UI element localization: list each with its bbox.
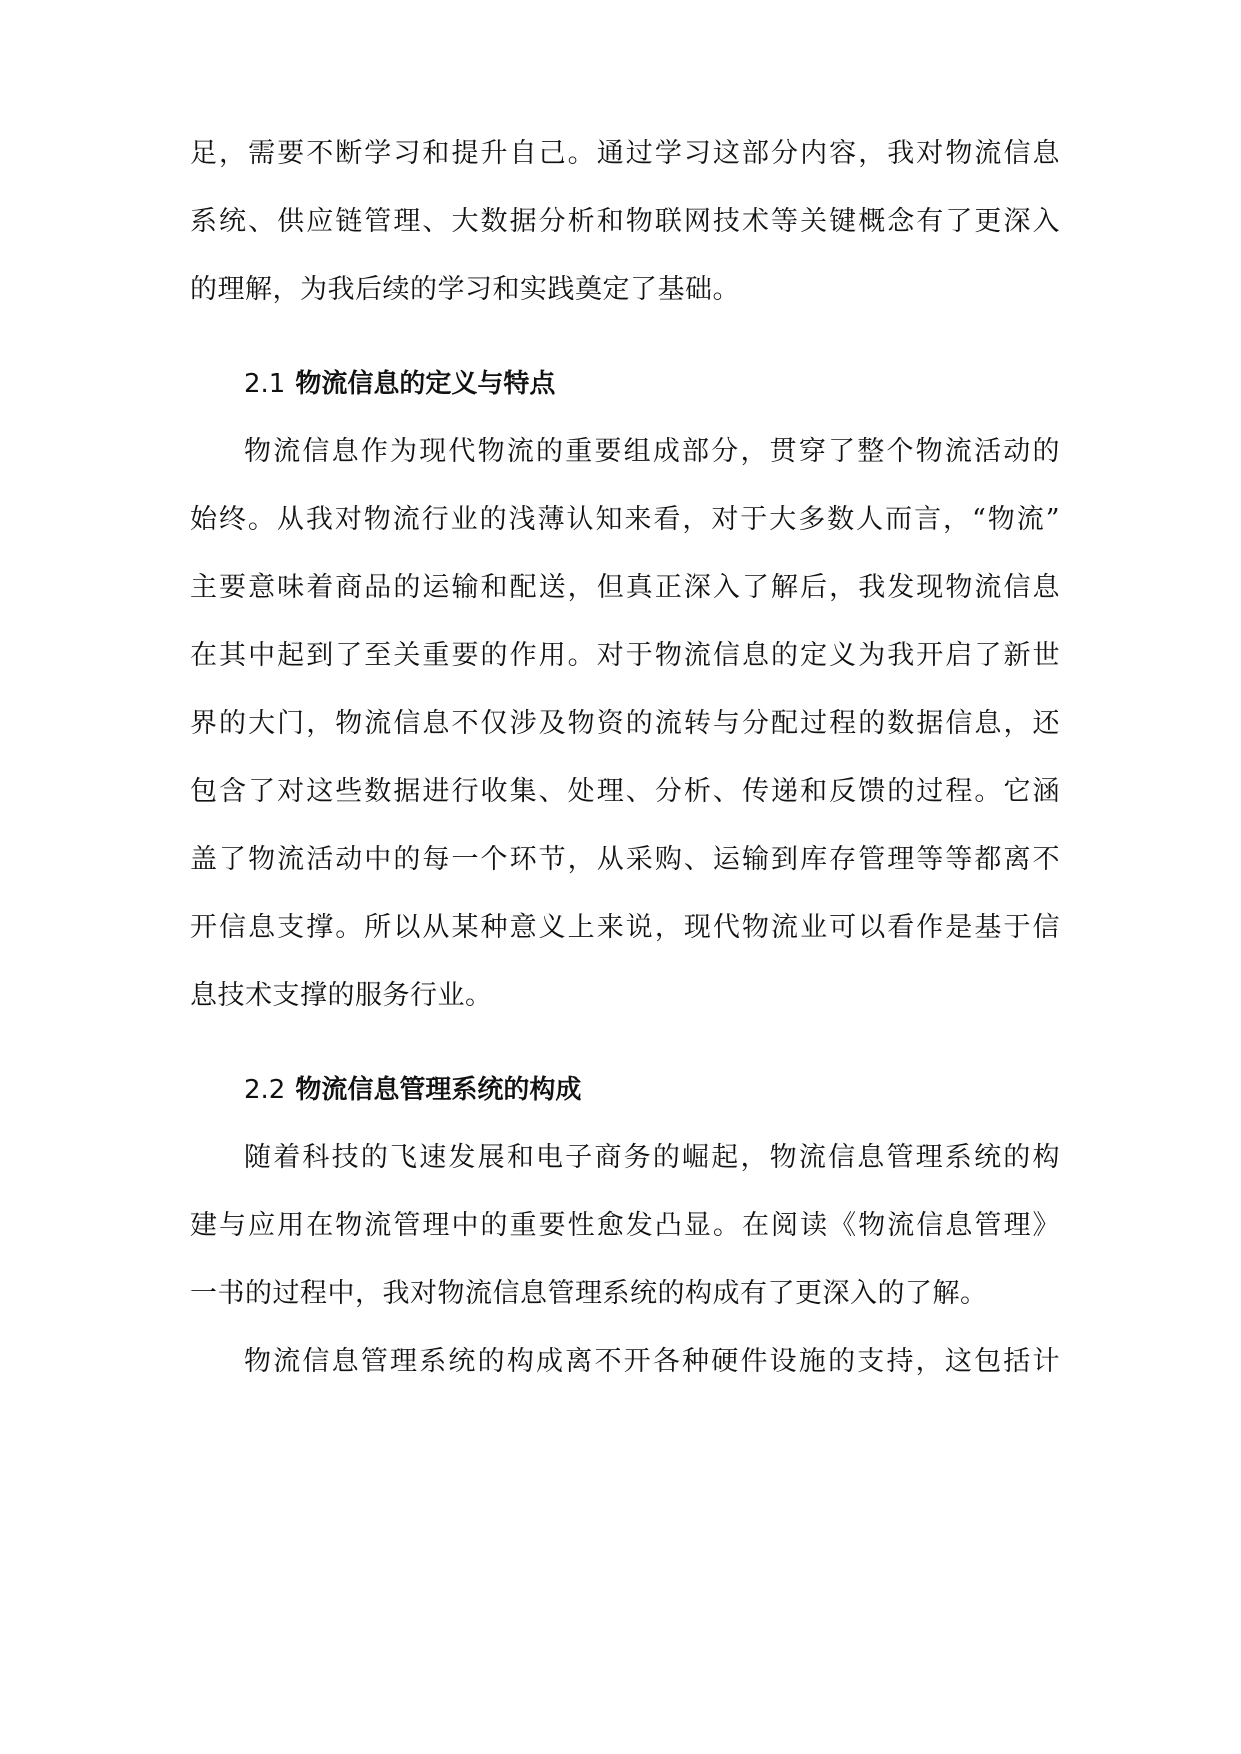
paragraph-line: 始终。从我对物流行业的浅薄认知来看，对于大多数人而言，“物流” [190,504,1060,535]
paragraph-line: 盖了物流活动中的每一个环节，从采购、运输到库存管理等等都离不 [190,844,1060,875]
paragraph-line: 主要意味着商品的运输和配送，但真正深入了解后，我发现物流信息 [190,572,1060,603]
paragraph-line: 随着科技的飞速发展和电子商务的崛起，物流信息管理系统的构 [244,1142,1060,1173]
section-heading-2-1 [244,366,555,402]
section-title: 物流信息的定义与特点 [295,369,556,399]
paragraph-line: 的理解，为我后续的学习和实践奠定了基础。 [190,274,740,305]
paragraph-line: 物流信息作为现代物流的重要组成部分，贯穿了整个物流活动的 [244,436,1060,467]
paragraph-line: 在其中起到了至关重要的作用。对于物流信息的定义为我开启了新世 [190,640,1060,671]
section-heading-2-2 [244,1072,581,1108]
paragraph-line: 建与应用在物流管理中的重要性愈发凸显。在阅读《物流信息管理》 [190,1210,1060,1241]
section-number: 2.2 [244,1075,286,1105]
paragraph-line: 足，需要不断学习和提升自己。通过学习这部分内容，我对物流信息 [190,138,1060,169]
paragraph-line: 开信息支撑。所以从某种意义上来说，现代物流业可以看作是基于信 [190,912,1060,943]
section-title: 物流信息管理系统的构成 [295,1075,582,1105]
paragraph-line: 一书的过程中，我对物流信息管理系统的构成有了更深入的了解。 [190,1278,988,1309]
paragraph-line: 息技术支撑的服务行业。 [190,980,493,1011]
section-number: 2.1 [244,369,286,399]
paragraph-line: 系统、供应链管理、大数据分析和物联网技术等关键概念有了更深入 [190,206,1060,237]
paragraph-line: 包含了对这些数据进行收集、处理、分析、传递和反馈的过程。它涵 [190,776,1060,807]
paragraph-line: 物流信息管理系统的构成离不开各种硬件设施的支持，这包括计 [244,1346,1060,1377]
paragraph-line: 界的大门，物流信息不仅涉及物资的流转与分配过程的数据信息，还 [190,708,1060,739]
